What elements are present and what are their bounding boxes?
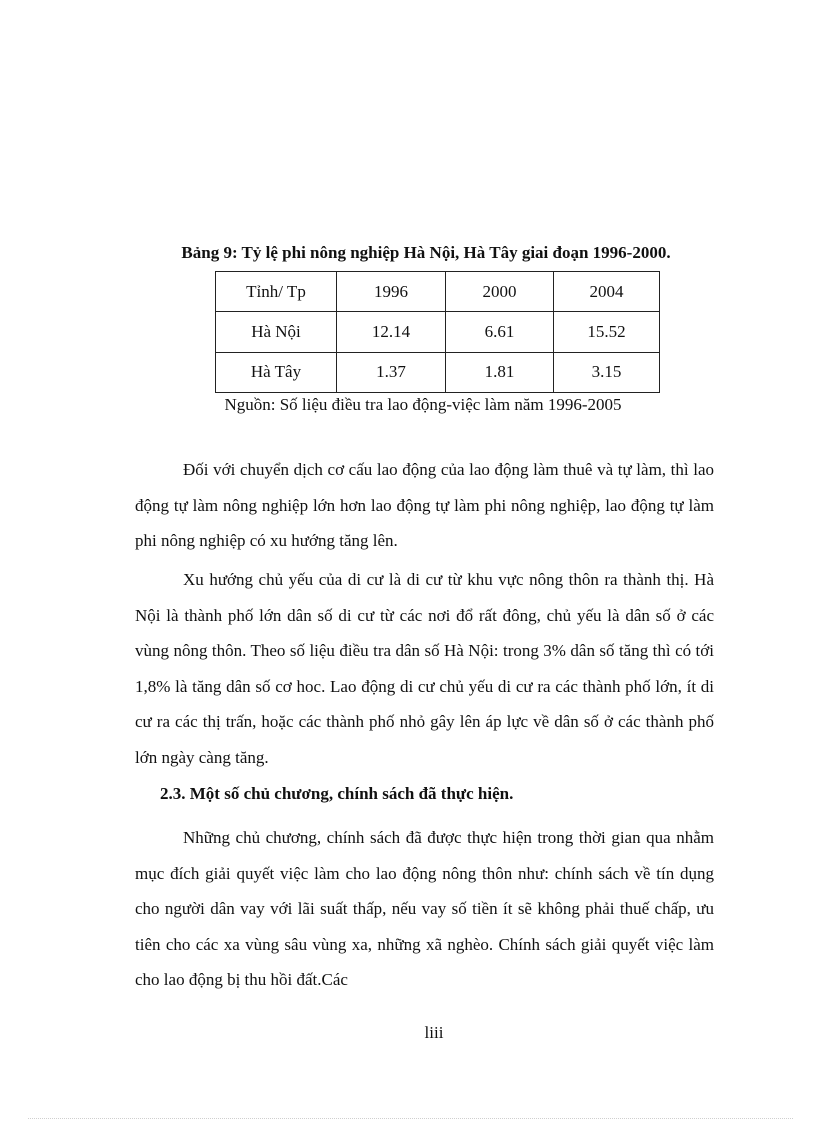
table-header-cell: Tỉnh/ Tp [216,272,337,312]
paragraph-text: Đối với chuyển dịch cơ cấu lao động của lao động làm thuê và tự làm, thì lao động tự làm nông nghiệp lớn hơn lao động tự làm phi nông nghiệp, lao động tự làm phi nông nghiệp có xu hướng tăng lên. [135,460,714,551]
section-heading: 2.3. Một số chủ chương, chính sách đã thực hiện. [160,784,514,803]
table-cell: Hà Nội [216,312,337,352]
table-cell: Hà Tây [216,352,337,392]
table-cell: 6.61 [446,312,554,352]
body-paragraph [135,452,714,559]
table-cell: 12.14 [337,312,446,352]
table-caption: Bảng 9: Tỷ lệ phi nông nghiệp Hà Nội, Hà Tây giai đoạn 1996-2000. [181,243,671,262]
table-cell: 1.37 [337,352,446,392]
table-header-cell: 2000 [446,272,554,312]
body-paragraph [135,562,714,776]
table-cell: 15.52 [554,312,660,352]
data-table [215,271,660,393]
paragraph-text: Những chủ chương, chính sách đã được thực hiện trong thời gian qua nhằm mục đích giải quyết việc làm cho lao động nông thôn như: chính sách về tín dụng cho người dân vay với lãi suất thấp, nếu vay số tiền ít sẽ không phải thuế chấp, ưu tiên cho các xa vùng sâu vùng xa, những xã nghèo. Chính sách giải quyết việc làm cho lao động bị thu hồi đất.Các [135,828,714,990]
table-cell: 1.81 [446,352,554,392]
page-number: liii [424,1023,444,1042]
body-paragraph [135,820,714,998]
table-cell: 3.15 [554,352,660,392]
table-row [216,312,660,352]
table-header-row [216,272,660,312]
table-header-cell: 1996 [337,272,446,312]
table-header-cell: 2004 [554,272,660,312]
page-bottom-border [28,1118,793,1119]
paragraph-text: Xu hướng chủ yếu của di cư là di cư từ khu vực nông thôn ra thành thị. Hà Nội là thành phố lớn dân số di cư từ các nơi đổ rất đông, chủ yếu là dân số ở các vùng nông thôn. Theo số liệu điều tra dân số Hà Nội: trong 3% dân số tăng thì có tới 1,8% là tăng dân số cơ hoc. Lao động di cư chủ yếu di cư ra các thành phố lớn, ít di cư ra các thị trấn, hoặc các thành phố nhỏ gây lên áp lực về dân số ở các thành phố lớn ngày càng tăng. [135,570,714,767]
table-source-note: Nguồn: Số liệu điều tra lao động-việc làm năm 1996-2005 [224,395,622,414]
table-row [216,352,660,392]
